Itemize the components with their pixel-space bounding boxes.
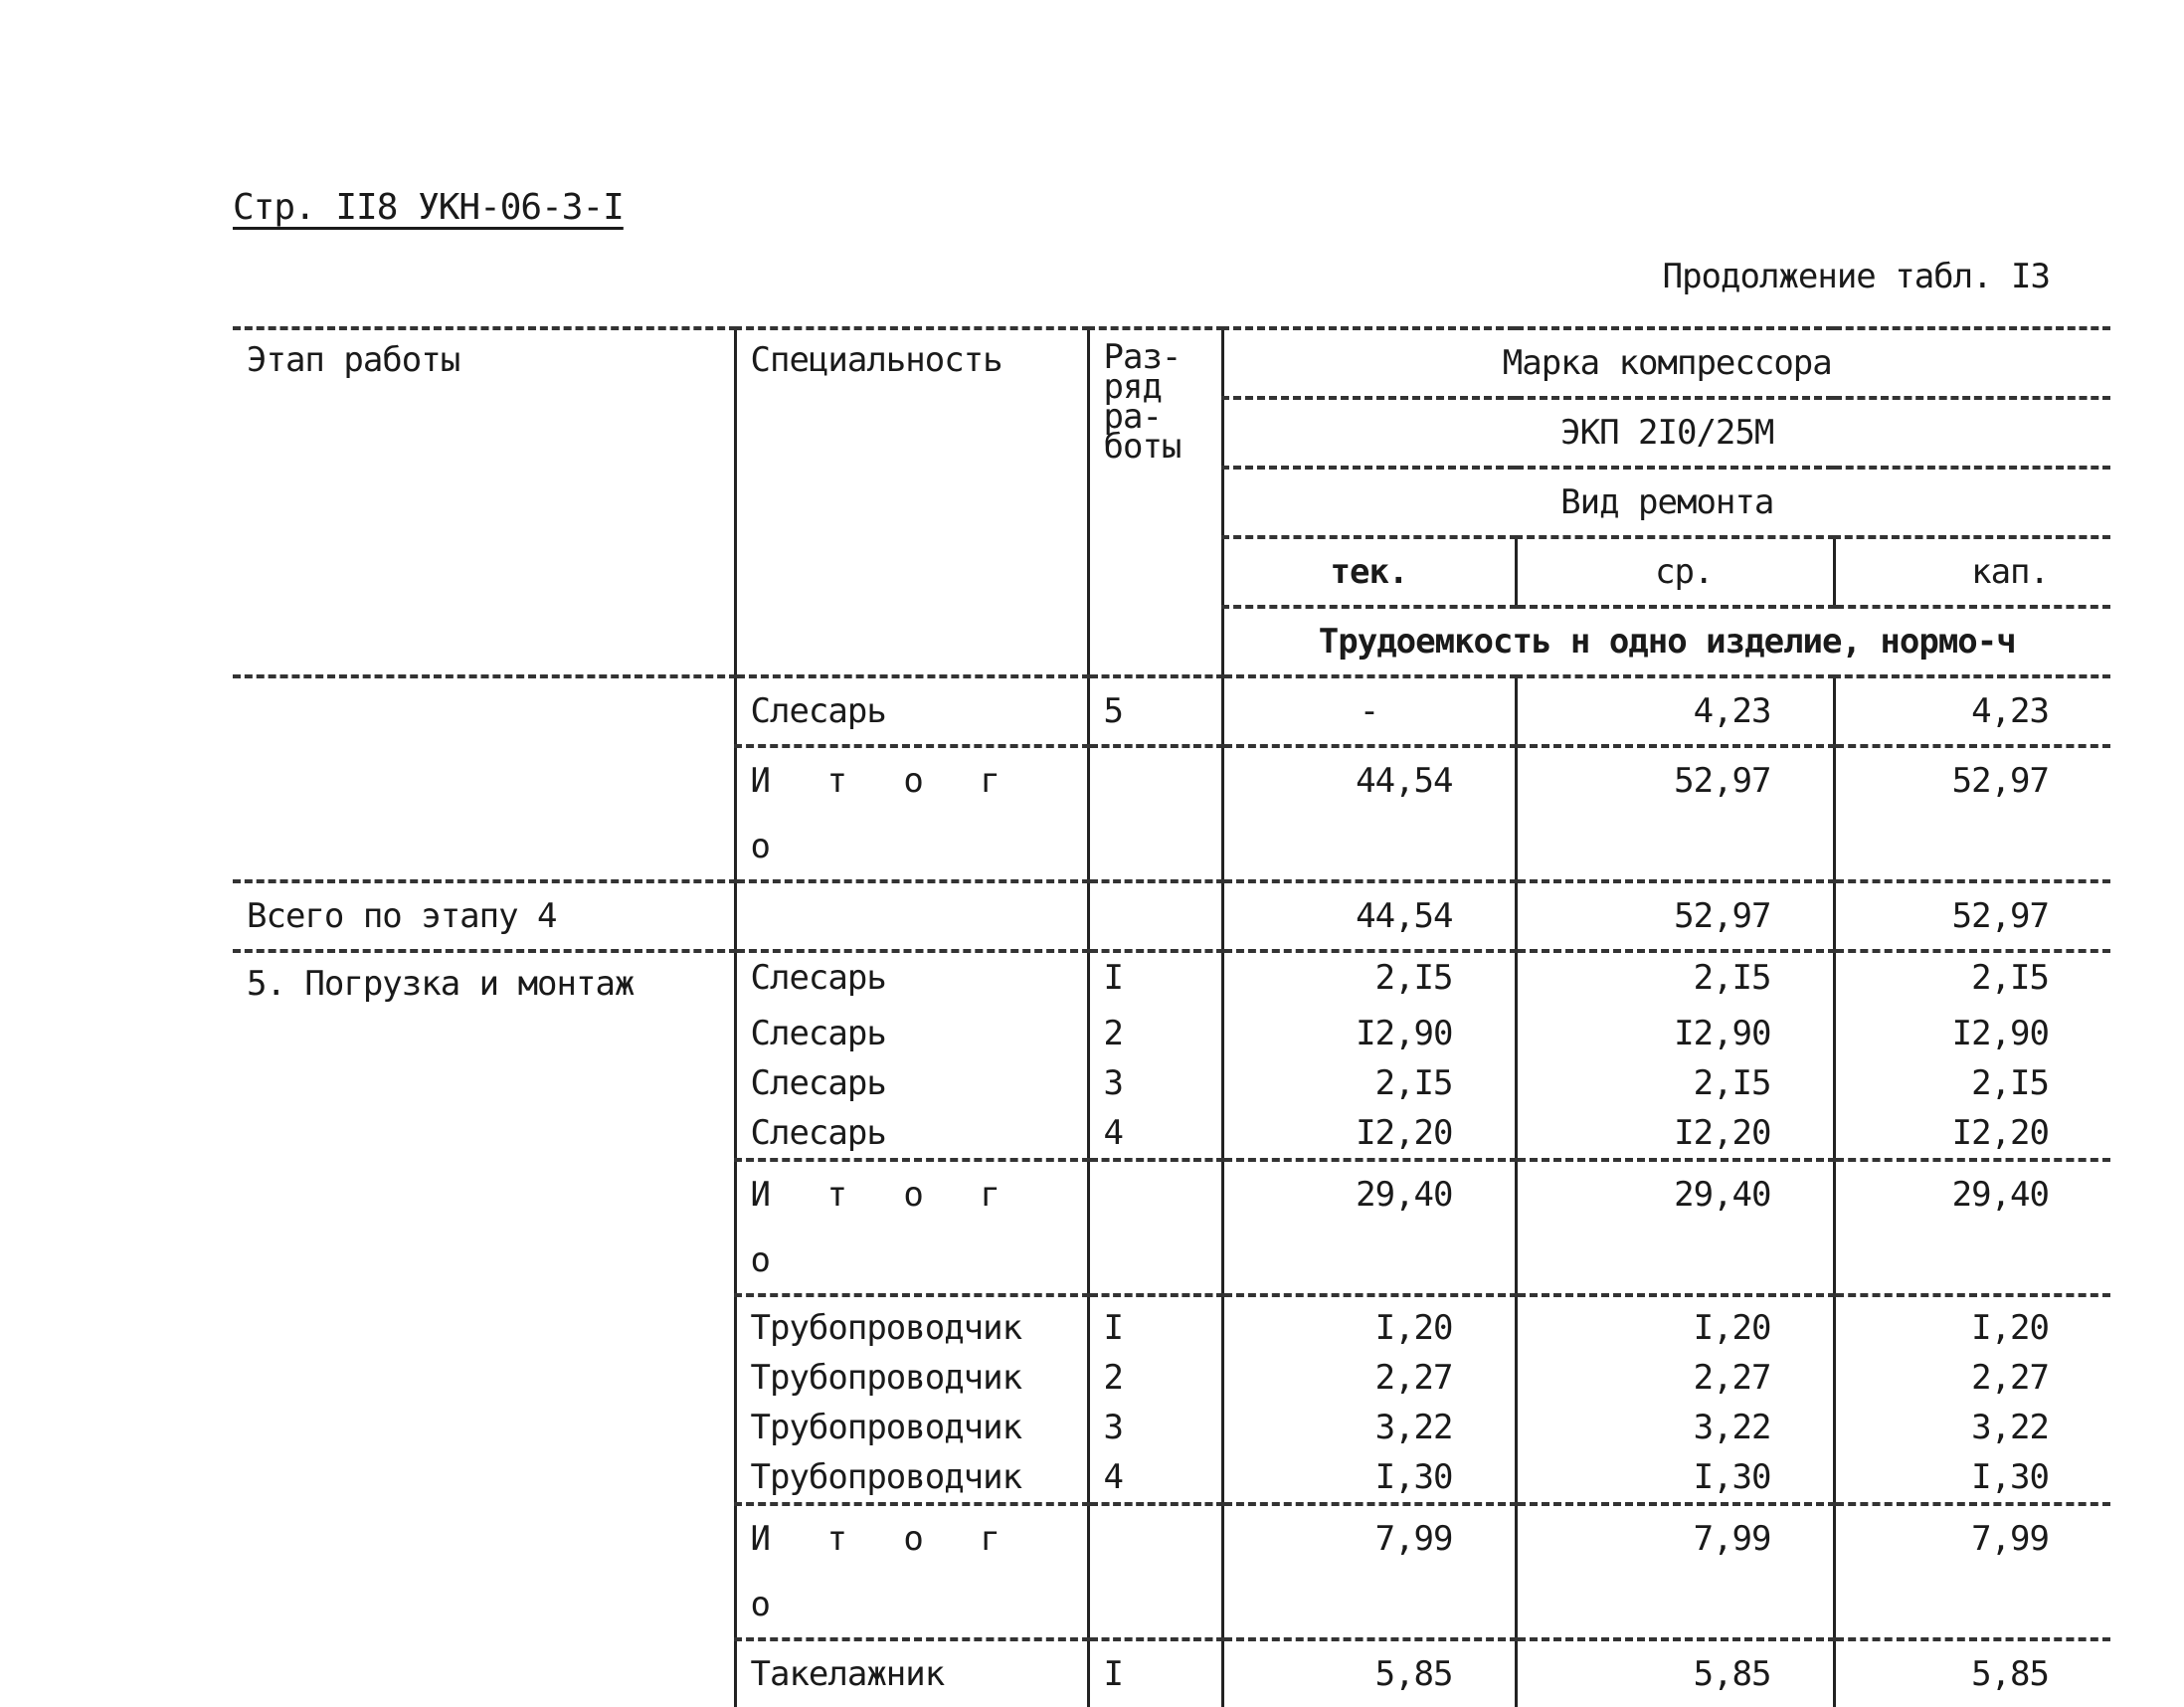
table-row: [233, 1504, 2110, 1639]
table-row: [233, 1058, 2110, 1108]
header-compressor-mark: Марка компрессора: [1222, 328, 2110, 398]
cell-specialty: Трубопроводчик: [735, 1452, 1088, 1504]
cell-tek: 5,85: [1222, 1639, 1516, 1707]
cell-tek: 2,I5: [1222, 1058, 1516, 1108]
cell-sr: 29,40: [1516, 1160, 1834, 1295]
table-row: [233, 1639, 2110, 1707]
header-repair-type: Вид ремонта: [1222, 468, 2110, 537]
cell-kap: 7,99: [1834, 1504, 2110, 1639]
cell-stage: 5. Погрузка и монтаж: [247, 964, 635, 1004]
cell-grade: 5: [1088, 676, 1222, 746]
cell-kap: 52,97: [1834, 746, 2110, 881]
cell-tek: 2,I5: [1222, 951, 1516, 1009]
header-repair-kap: кап.: [1834, 537, 2110, 607]
cell-specialty: Слесарь: [735, 1058, 1088, 1108]
cell-kap: 52,97: [1834, 881, 2110, 951]
cell-grade: [1088, 1504, 1222, 1639]
cell-grade: I: [1088, 1639, 1222, 1707]
header-compressor-model: ЭКП 2I0/25М: [1222, 398, 2110, 468]
cell-grade: 3: [1088, 1058, 1222, 1108]
cell-tek: I,30: [1222, 1452, 1516, 1504]
cell-grade: I: [1088, 951, 1222, 1009]
cell-grade: [1088, 881, 1222, 951]
cell-specialty: Такелажник: [735, 1639, 1088, 1707]
table-row: [233, 1108, 2110, 1160]
header-grade: Раз- ряд ра- боты: [1088, 328, 1222, 676]
cell-stage: [233, 746, 735, 881]
cell-stage: [233, 676, 735, 746]
cell-sr: I2,20: [1516, 1108, 1834, 1160]
cell-sr: 7,99: [1516, 1504, 1834, 1639]
table-row: [233, 676, 2110, 746]
cell-sr: 4,23: [1516, 676, 1834, 746]
cell-kap: I,30: [1834, 1452, 2110, 1504]
cell-stage: [233, 1058, 735, 1108]
cell-grade: 2: [1088, 1009, 1222, 1058]
header-labor-unit: Трудоемкость н одно изделие, нормо-ч: [1222, 607, 2110, 676]
cell-stage: [233, 1639, 735, 1707]
cell-grade: 3: [1088, 1403, 1222, 1452]
cell-kap: 3,22: [1834, 1403, 2110, 1452]
cell-sr: 2,27: [1516, 1353, 1834, 1403]
cell-tek: 44,54: [1222, 881, 1516, 951]
table-row: [233, 1295, 2110, 1353]
header-stage: Этап работы: [233, 328, 735, 676]
cell-sr: 52,97: [1516, 881, 1834, 951]
cell-tek: 29,40: [1222, 1160, 1516, 1295]
labor-norms-table: [233, 326, 2110, 1707]
cell-grade: 2: [1088, 1353, 1222, 1403]
cell-tek: -: [1222, 676, 1516, 746]
cell-specialty: И т о г о: [735, 1160, 1088, 1295]
header-repair-sr: ср.: [1516, 537, 1834, 607]
cell-stage: [233, 1108, 735, 1160]
cell-tek: 3,22: [1222, 1403, 1516, 1452]
cell-specialty: Слесарь: [735, 1108, 1088, 1160]
header-specialty: Специальность: [735, 328, 1088, 676]
cell-kap: I2,20: [1834, 1108, 2110, 1160]
cell-tek: I2,90: [1222, 1009, 1516, 1058]
cell-kap: I,20: [1834, 1295, 2110, 1353]
cell-stage: [233, 1403, 735, 1452]
cell-specialty: Трубопроводчик: [735, 1295, 1088, 1353]
cell-sr: 2,I5: [1516, 951, 1834, 1009]
header-repair-tek: тек.: [1222, 537, 1516, 607]
cell-specialty: И т о г о: [735, 746, 1088, 881]
cell-grade: 4: [1088, 1108, 1222, 1160]
cell-tek: 2,27: [1222, 1353, 1516, 1403]
cell-kap: 2,27: [1834, 1353, 2110, 1403]
cell-stage: [233, 1452, 735, 1504]
table-row: [233, 1160, 2110, 1295]
cell-grade: [1088, 746, 1222, 881]
table-row: [233, 1403, 2110, 1452]
table-row: [233, 1009, 2110, 1058]
table-row: [233, 746, 2110, 881]
cell-grade: [1088, 1160, 1222, 1295]
cell-sr: I,30: [1516, 1452, 1834, 1504]
cell-tek: I2,20: [1222, 1108, 1516, 1160]
cell-stage: Всего по этапу 4: [233, 881, 735, 951]
cell-sr: 2,I5: [1516, 1058, 1834, 1108]
cell-stage: [233, 1504, 735, 1639]
cell-kap: 2,I5: [1834, 951, 2110, 1009]
cell-specialty: Трубопроводчик: [735, 1353, 1088, 1403]
cell-stage: [233, 1353, 735, 1403]
cell-grade: I: [1088, 1295, 1222, 1353]
cell-stage: [233, 1160, 735, 1295]
table-row: [233, 1452, 2110, 1504]
table-row: [233, 951, 2110, 1009]
cell-sr: 5,85: [1516, 1639, 1834, 1707]
cell-stage: [233, 1295, 735, 1353]
cell-sr: 52,97: [1516, 746, 1834, 881]
cell-sr: 3,22: [1516, 1403, 1834, 1452]
page-header: Стр. II8 УКН-06-3-I: [233, 187, 624, 228]
cell-grade: 4: [1088, 1452, 1222, 1504]
cell-stage: [233, 1009, 735, 1058]
table-continuation-label: Продолжение табл. I3: [1662, 257, 2050, 296]
cell-specialty: Слесарь: [735, 951, 1088, 1009]
cell-tek: 7,99: [1222, 1504, 1516, 1639]
cell-kap: 2,I5: [1834, 1058, 2110, 1108]
cell-kap: 5,85: [1834, 1639, 2110, 1707]
table-row: [233, 1353, 2110, 1403]
cell-sr: I,20: [1516, 1295, 1834, 1353]
cell-kap: 4,23: [1834, 676, 2110, 746]
table-row: [233, 881, 2110, 951]
cell-specialty: [735, 881, 1088, 951]
cell-kap: 29,40: [1834, 1160, 2110, 1295]
cell-kap: I2,90: [1834, 1009, 2110, 1058]
cell-tek: 44,54: [1222, 746, 1516, 881]
cell-sr: I2,90: [1516, 1009, 1834, 1058]
cell-specialty: И т о г о: [735, 1504, 1088, 1639]
cell-specialty: Трубопроводчик: [735, 1403, 1088, 1452]
cell-specialty: Слесарь: [735, 1009, 1088, 1058]
cell-specialty: Слесарь: [735, 676, 1088, 746]
cell-tek: I,20: [1222, 1295, 1516, 1353]
